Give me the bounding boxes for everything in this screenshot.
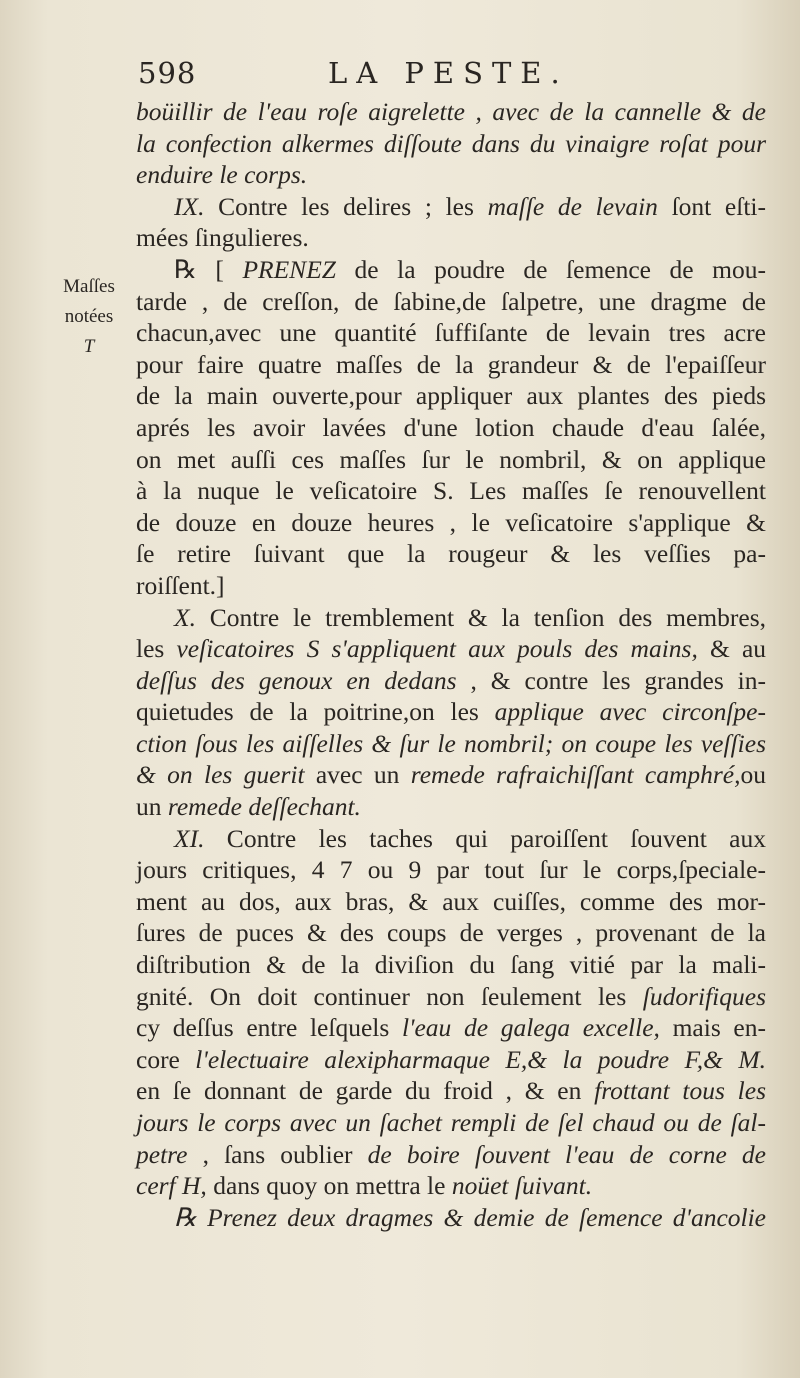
roman-text: mées ſingulieres. [136, 223, 309, 253]
roman-text: ſe retire ſuivant que la rougeur & les veſſies pa- [136, 539, 766, 569]
roman-text: chacun,avec une quantité ſuffiſante de levain tres acre [136, 318, 766, 348]
text-line [136, 475, 766, 507]
italic-text: frottant tous les [594, 1076, 766, 1106]
text-line [136, 791, 766, 823]
text-line [136, 159, 766, 191]
roman-text: & au [697, 634, 767, 664]
text-line [136, 412, 766, 444]
text-line [136, 507, 766, 539]
roman-text: un [136, 792, 168, 822]
text-line [136, 538, 766, 570]
roman-text: diſtribution & de la diviſion du ſang vitié par la mali- [136, 950, 766, 980]
roman-text: à la nuque le veſicatoire S. Les maſſes ſe renouvellent [136, 476, 766, 506]
text-line [136, 886, 766, 918]
text-line [136, 1170, 766, 1202]
roman-text: jours critiques, 4 7 ou 9 par tout ſur le corps,ſpeciale- [136, 855, 766, 885]
roman-text: tarde , de creſſon, de ſabine,de ſalpetre, une dragme de [136, 286, 766, 316]
text-line [136, 917, 766, 949]
text-line [136, 191, 766, 223]
roman-text: Contre les delires ; les [204, 191, 488, 221]
roman-text: Contre le tremblement & la tenſion des membres, [195, 602, 766, 632]
italic-text: jours le corps avec un ſachet rempli de ſel chaud ou de ſal- [136, 1108, 766, 1137]
roman-text: en ſe donnant de garde du froid , & en [136, 1076, 595, 1106]
italic-text: enduire le corps. [136, 160, 308, 190]
roman-text: mais en- [659, 1013, 766, 1043]
text-line [136, 1075, 766, 1107]
roman-text: ſures de puces & des coups de verges , provenant de la [136, 918, 766, 948]
italic-text: remede rafraichiſſant camphré, [410, 760, 741, 790]
margin-note-letter: T [83, 336, 95, 357]
page-number: 598 [138, 56, 197, 90]
text-line [136, 1044, 766, 1076]
roman-text: on met auſſi ces maſſes ſur le nombril, & on applique [136, 444, 766, 474]
roman-text: cy deſſus entre leſquels [136, 1013, 402, 1043]
text-line [136, 349, 766, 381]
text-line [136, 854, 766, 886]
italic-text: la confection alkermes diſſoute dans du vinaigre roſat pour [136, 128, 766, 158]
roman-text: , & contre les grandes in- [456, 665, 766, 695]
running-title: LA PESTE. [328, 56, 569, 90]
text-line [136, 254, 766, 286]
italic-text: l'electuaire alexipharmaque E,& la poudre F,& M. [195, 1044, 766, 1074]
text-line [136, 444, 766, 476]
roman-text: Contre les taches qui paroiſſent ſouvent aux [204, 823, 766, 853]
text-line [136, 949, 766, 981]
italic-text: de boire ſouvent l'eau de corne de [367, 1139, 766, 1169]
italic-text: IX. [174, 191, 205, 221]
text-line [136, 317, 766, 349]
margin-note [50, 272, 128, 362]
roman-text: core [136, 1044, 196, 1074]
text-line [136, 665, 766, 697]
text-line [136, 128, 766, 160]
text-line [136, 286, 766, 318]
roman-text: les [136, 634, 177, 664]
margin-note-line: Maſſes [63, 276, 115, 297]
italic-text: ℞ Prenez deux dragmes & demie de ſemence d'ancolie [174, 1202, 766, 1232]
roman-text: de la main ouverte,pour appliquer aux plantes des pieds [136, 381, 766, 411]
italic-text: noüet ſuivant. [451, 1171, 593, 1201]
text-line [136, 570, 766, 602]
roman-text: pour faire quatre maſſes de la grandeur & de l'epaiſſeur [136, 349, 766, 379]
roman-text: quietudes de la poitrine,on les [136, 697, 495, 727]
roman-text: dans quoy on mettra le [206, 1171, 452, 1201]
text-line [136, 602, 766, 634]
body-text [136, 96, 766, 1233]
roman-text: ℞ [ [174, 254, 243, 284]
text-line [136, 222, 766, 254]
italic-text: PRENEZ [242, 254, 336, 284]
roman-text: de la poudre de ſemence de mou- [335, 254, 766, 284]
text-line [136, 1139, 766, 1171]
italic-text: & on les guerit [136, 760, 305, 790]
page-header [138, 56, 758, 96]
italic-text: boüillir de l'eau roſe aigrelette , avec de la cannelle & de [136, 97, 766, 126]
italic-text: remede deſſechant. [167, 792, 361, 822]
italic-text: veſicatoires S s'appliquent aux pouls des mains, [176, 634, 698, 664]
roman-text: aprés les avoir lavées d'une lotion chaude d'eau ſalée, [136, 412, 766, 442]
italic-text: maſſe de levain [487, 191, 658, 221]
italic-text: applique avec circonſpe- [494, 697, 766, 727]
text-line [136, 759, 766, 791]
text-line [136, 633, 766, 665]
text-line [136, 380, 766, 412]
text-line [136, 1202, 766, 1234]
roman-text: de douze en douze heures , le veſicatoire s'applique & [136, 507, 766, 537]
text-line [136, 96, 766, 128]
roman-text: , ſans oublier [187, 1139, 368, 1169]
italic-text: ction ſous les aiſſelles & ſur le nombril; on coupe les veſſies [136, 728, 766, 758]
italic-text: ſudorifiques [642, 981, 766, 1011]
italic-text: deſſus des genoux en dedans [136, 665, 457, 695]
text-line [136, 1012, 766, 1044]
text-line [136, 1107, 766, 1139]
text-line [136, 728, 766, 760]
roman-text: avec un [304, 760, 411, 790]
roman-text: ſont eſti- [657, 191, 766, 221]
italic-text: X. [174, 602, 196, 632]
roman-text: roiſſent.] [136, 570, 225, 600]
italic-text: l'eau de galega excelle, [401, 1013, 660, 1043]
roman-text: ment au dos, aux bras, & aux cuiſſes, comme des mor- [136, 886, 766, 916]
roman-text: ou [740, 760, 766, 790]
roman-text: gnité. On doit continuer non ſeulement les [136, 981, 643, 1011]
margin-note-line: notées [64, 306, 114, 327]
italic-text: petre [136, 1139, 188, 1169]
text-line [136, 981, 766, 1013]
italic-text: cerf H, [136, 1171, 207, 1201]
text-line [136, 696, 766, 728]
text-line [136, 823, 766, 855]
italic-text: XI. [174, 823, 205, 853]
